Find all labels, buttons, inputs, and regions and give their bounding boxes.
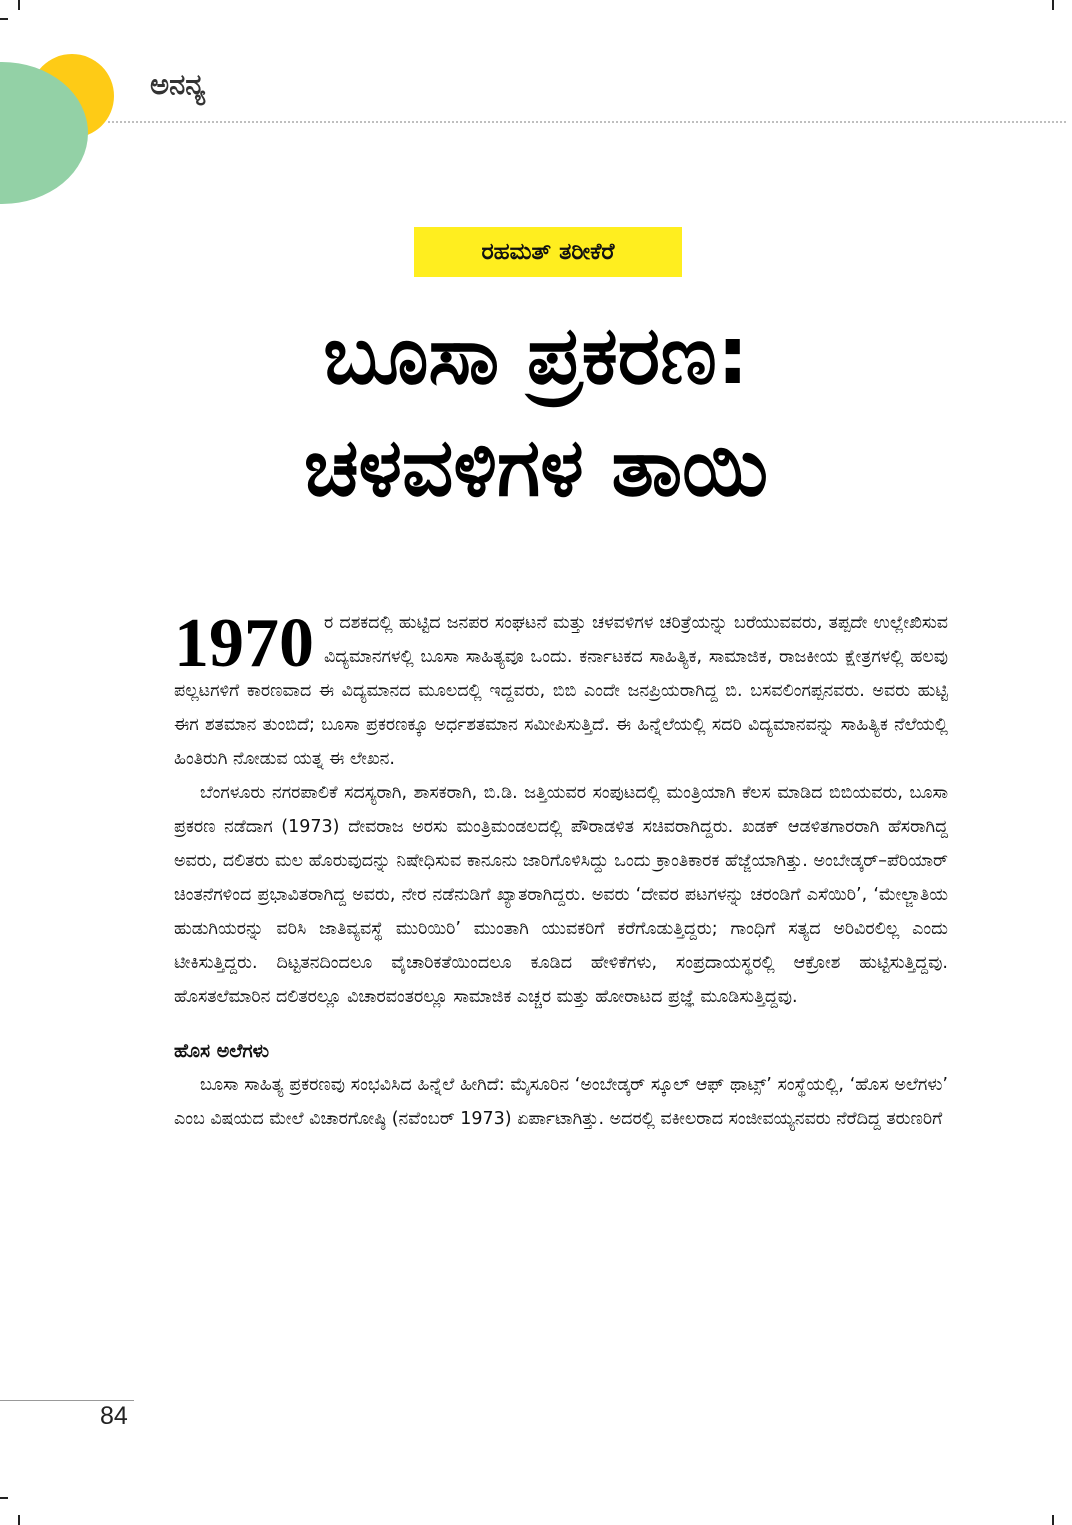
footer-divider [0, 1400, 134, 1401]
crop-mark [1052, 0, 1054, 10]
paragraph-1 [174, 606, 948, 776]
paragraph-3: ಬೂಸಾ ಸಾಹಿತ್ಯ ಪ್ರಕರಣವು ಸಂಭವಿಸಿದ ಹಿನ್ನೆಲೆ ಹೀಗಿದೆ: ಮೈಸೂರಿನ ‘ಅಂಬೇಡ್ಕರ್ ಸ್ಕೂಲ್ ಆಫ್ ಥಾಟ್ಸ್’ ಸಂಸ್ಥೆಯಲ್ಲಿ, ‘ಹೊಸ ಅಲೆಗಳು’ ಎಂಬ ವಿಷಯದ ಮೇಲೆ ವಿಚಾರಗೋಷ್ಠಿ (ನವೆಂಬರ್ 1973) ಏರ್ಪಾಟಾಗಿತ್ತು. ಅದರಲ್ಲಿ ವಕೀಲರಾದ ಸಂಜೀವಯ್ಯನವರು ನೆರೆದಿದ್ದ ತರುಣರಿಗೆ [174, 1075, 948, 1129]
section-label: ಅನನ್ಯ [150, 67, 206, 101]
crop-mark [18, 1515, 20, 1525]
subheading: ಹೊಸ ಅಲೆಗಳು [174, 1040, 269, 1062]
drop-cap: 1970 [174, 605, 314, 682]
article-title [0, 300, 1072, 524]
crop-mark [0, 18, 8, 20]
crop-mark [1052, 1515, 1054, 1525]
crop-mark [0, 1497, 8, 1499]
title-line-2: ಚಳವಳಿಗಳ ತಾಯಿ [303, 421, 769, 514]
title-line-1: ಬೂಸಾ ಪ್ರಕರಣ: [323, 309, 749, 402]
page-number: 84 [100, 1402, 128, 1430]
author-byline: ರಹಮತ್ ತರೀಕೆರೆ [414, 227, 682, 277]
paragraph-2: ಬೆಂಗಳೂರು ನಗರಪಾಲಿಕೆ ಸದಸ್ಯರಾಗಿ, ಶಾಸಕರಾಗಿ, ಬಿ.ಡಿ. ಜತ್ತಿಯವರ ಸಂಪುಟದಲ್ಲಿ ಮಂತ್ರಿಯಾಗಿ ಕೆಲಸ ಮಾಡಿದ ಬಿಬಿಯವರು, ಬೂಸಾ ಪ್ರಕರಣ ನಡೆದಾಗ (1973) ದೇವರಾಜ ಅರಸು ಮಂತ್ರಿಮಂಡಲದಲ್ಲಿ ಪೌರಾಡಳಿತ ಸಚಿವರಾಗಿದ್ದರು. ಖಡಕ್ ಆಡಳಿತಗಾರರಾಗಿ ಹೆಸರಾಗಿದ್ದ ಅವರು, ದಲಿತರು ಮಲ ಹೊರುವುದನ್ನು ನಿಷೇಧಿಸುವ ಕಾನೂನು ಜಾರಿಗೊಳಿಸಿದ್ದು ಒಂದು ಕ್ರಾಂತಿಕಾರಕ ಹೆಜ್ಜೆಯಾಗಿತ್ತು. ಅಂಬೇಡ್ಕರ್–ಪೆರಿಯಾರ್ ಚಿಂತನೆಗಳಿಂದ ಪ್ರಭಾವಿತರಾಗಿದ್ದ ಅವರು, ನೇರ ನಡೆನುಡಿಗೆ ಖ್ಯಾತರಾಗಿದ್ದರು. ಅವರು ‘ದೇವರ ಪಟಗಳನ್ನು ಚರಂಡಿಗೆ ಎಸೆಯಿರಿ’, ‘ಮೇಲ್ಜಾತಿಯ ಹುಡುಗಿಯರನ್ನು ವರಿಸಿ ಜಾತಿವ್ಯವಸ್ಥೆ ಮುರಿಯಿರಿ’ ಮುಂತಾಗಿ ಯುವಕರಿಗೆ ಕರೆಗೊಡುತ್ತಿದ್ದರು; ಗಾಂಧಿಗೆ ಸತ್ಯದ ಅರಿವಿರಲಿಲ್ಲ ಎಂದು ಟೀಕಿಸುತ್ತಿದ್ದರು. ದಿಟ್ಟತನದಿಂದಲೂ ವೈಚಾರಿಕತೆಯಿಂದಲೂ ಕೂಡಿದ ಹೇಳಿಕೆಗಳು, ಸಂಪ್ರದಾಯಸ್ಥರಲ್ಲಿ ಆಕ್ರೋಶ ಹುಟ್ಟಿಸುತ್ತಿದ್ದವು. ಹೊಸತಲೆಮಾರಿನ ದಲಿತರಲ್ಲೂ ವಿಚಾರವಂತರಲ್ಲೂ ಸಾಮಾಜಿಕ ಎಚ್ಚರ ಮತ್ತು ಹೋರಾಟದ ಪ್ರಜ್ಞೆ ಮೂಡಿಸುತ್ತಿದ್ದವು. [174, 783, 948, 1007]
paragraph-1-text: ರ ದಶಕದಲ್ಲಿ ಹುಟ್ಟಿದ ಜನಪರ ಸಂಘಟನೆ ಮತ್ತು ಚಳವಳಿಗಳ ಚರಿತ್ರೆಯನ್ನು ಬರೆಯುವವರು, ತಪ್ಪದೇ ಉಲ್ಲೇಖಿಸುವ ವಿದ್ಯಮಾನಗಳಲ್ಲಿ ಬೂಸಾ ಸಾಹಿತ್ಯವೂ ಒಂದು. ಕರ್ನಾಟಕದ ಸಾಹಿತ್ಯಿಕ, ಸಾಮಾಜಿಕ, ರಾಜಕೀಯ ಕ್ಷೇತ್ರಗಳಲ್ಲಿ ಹಲವು ಪಲ್ಲಟಗಳಿಗೆ ಕಾರಣವಾದ ಈ ವಿದ್ಯಮಾನದ ಮೂಲದಲ್ಲಿ ಇದ್ದವರು, ಬಿಬಿ ಎಂದೇ ಜನಪ್ರಿಯರಾಗಿದ್ದ ಬಿ. ಬಸವಲಿಂಗಪ್ಪನವರು. ಅವರು ಹುಟ್ಟಿ ಈಗ ಶತಮಾನ ತುಂಬಿದೆ; ಬೂಸಾ ಪ್ರಕರಣಕ್ಕೂ ಅರ್ಧಶತಮಾನ ಸಮೀಪಿಸುತ್ತಿದೆ. ಈ ಹಿನ್ನೆಲೆಯಲ್ಲಿ ಸದರಿ ವಿದ್ಯಮಾನವನ್ನು ಸಾಹಿತ್ಯಿಕ ನೆಲೆಯಲ್ಲಿ ಹಿಂತಿರುಗಿ ನೋಡುವ ಯತ್ನ ಈ ಲೇಖನ. [174, 613, 948, 769]
article-body [174, 606, 948, 1136]
crop-mark [18, 0, 20, 10]
header-divider [108, 121, 1066, 123]
